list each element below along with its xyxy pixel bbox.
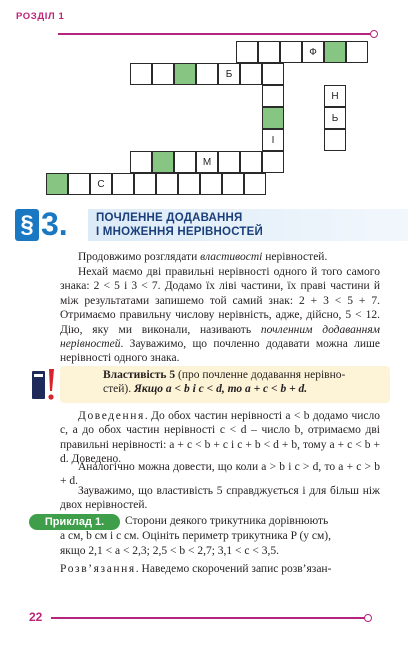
- crossword-cell: Ь: [324, 107, 346, 129]
- crossword-cell: І: [262, 129, 284, 151]
- crossword-cell: [346, 41, 368, 63]
- crossword-cell-highlighted: [174, 63, 196, 85]
- proof-paragraph: Доведення. До обох частин нерівності a < b додамо число c, а до обох частин нерівності c < d – число b, отримаємо дві правильні нерівності: a + c < b + c і c + b < d + b, тому a + c < b + d. Доведено.: [60, 410, 380, 466]
- crossword-cell: М: [196, 151, 218, 173]
- chapter-label: РОЗДІЛ 1: [16, 11, 65, 22]
- crossword-cell: [156, 173, 178, 195]
- crossword-cell: Ф: [302, 41, 324, 63]
- crossword-cell: [130, 63, 152, 85]
- exclamation-icon: [30, 365, 56, 405]
- crossword-cell: [218, 151, 240, 173]
- example-line: якщо 2,1 < a < 2,3; 2,5 < b < 2,7; 3,1 < c < 3,5.: [60, 545, 279, 557]
- example-line: Сторони деякого трикутника дорівнюють: [125, 515, 329, 527]
- crossword-cell: [262, 63, 284, 85]
- page-number: 22: [29, 610, 43, 624]
- bottom-rule-end-dot: [364, 614, 372, 622]
- crossword-cell: [200, 173, 222, 195]
- paragraph-intro: Продовжимо розглядати властивості нерівностей.: [78, 251, 328, 263]
- crossword-cell: [196, 63, 218, 85]
- crossword-cell: [262, 151, 284, 173]
- crossword-cell: Н: [324, 85, 346, 107]
- crossword-cell: С: [90, 173, 112, 195]
- section-title-line2: І МНОЖЕННЯ НЕРІВНОСТЕЙ: [96, 226, 263, 238]
- crossword-cell: [280, 41, 302, 63]
- bottom-rule: [51, 617, 365, 619]
- crossword-cell: [240, 151, 262, 173]
- crossword-cell-highlighted: [46, 173, 68, 195]
- crossword-cell: [174, 151, 196, 173]
- section-number: 3.: [41, 206, 68, 242]
- crossword-cell: [178, 173, 200, 195]
- example-badge: Приклад 1.: [29, 514, 120, 530]
- crossword-cell: [244, 173, 266, 195]
- crossword-cell-highlighted: [324, 41, 346, 63]
- crossword-cell: Б: [218, 63, 240, 85]
- crossword-cell: [112, 173, 134, 195]
- crossword-cell: [324, 129, 346, 151]
- section-title-line1: ПОЧЛЕННЕ ДОДАВАННЯ: [96, 212, 243, 224]
- paragraph-sum-example: Нехай маємо дві правильні нерівності одного й того самого знака: 2 < 5 і 3 < 7. Додамо їх ліві частини, їх праві частини й між результатами запишемо той самий знак: 2 + 3 < 5 + 7. Отримаємо правильну числову нерівність, адже, дійсно, 5 < 12. Дію, яку ми виконали, називають почленним додаванням нерівностей. Зауважимо, що почленно додавати можна лише нерівності одного знака.: [60, 266, 380, 365]
- crossword: [0, 0, 417, 200]
- property-statement: стей). Якщо a < b і c < d, то a + c < b + d.: [103, 383, 308, 395]
- crossword-cell: [130, 151, 152, 173]
- section-sign-icon: §: [15, 209, 39, 241]
- crossword-cell: [134, 173, 156, 195]
- remark-paragraph: Зауважимо, що властивість 5 справджується і для більш ніж двох нерівностей.: [60, 485, 380, 512]
- example-line: a см, b см і c см. Оцініть периметр трикутника P (у см),: [60, 530, 332, 542]
- crossword-cell: [240, 63, 262, 85]
- crossword-cell: [222, 173, 244, 195]
- crossword-cell: [152, 63, 174, 85]
- crossword-cell: [258, 41, 280, 63]
- crossword-cell-highlighted: [262, 107, 284, 129]
- crossword-cell-highlighted: [152, 151, 174, 173]
- crossword-cell: [68, 173, 90, 195]
- solution-line: Розв’язання. Наведемо скорочений запис розв’язан-: [60, 563, 332, 575]
- property-title: Властивість 5 (про почленне додавання нерівно-: [103, 369, 346, 381]
- crossword-cell: [236, 41, 258, 63]
- analog-paragraph: Аналогічно можна довести, що коли a > b і c > d, то a + c > b + d.: [60, 461, 380, 488]
- crossword-cell: [262, 85, 284, 107]
